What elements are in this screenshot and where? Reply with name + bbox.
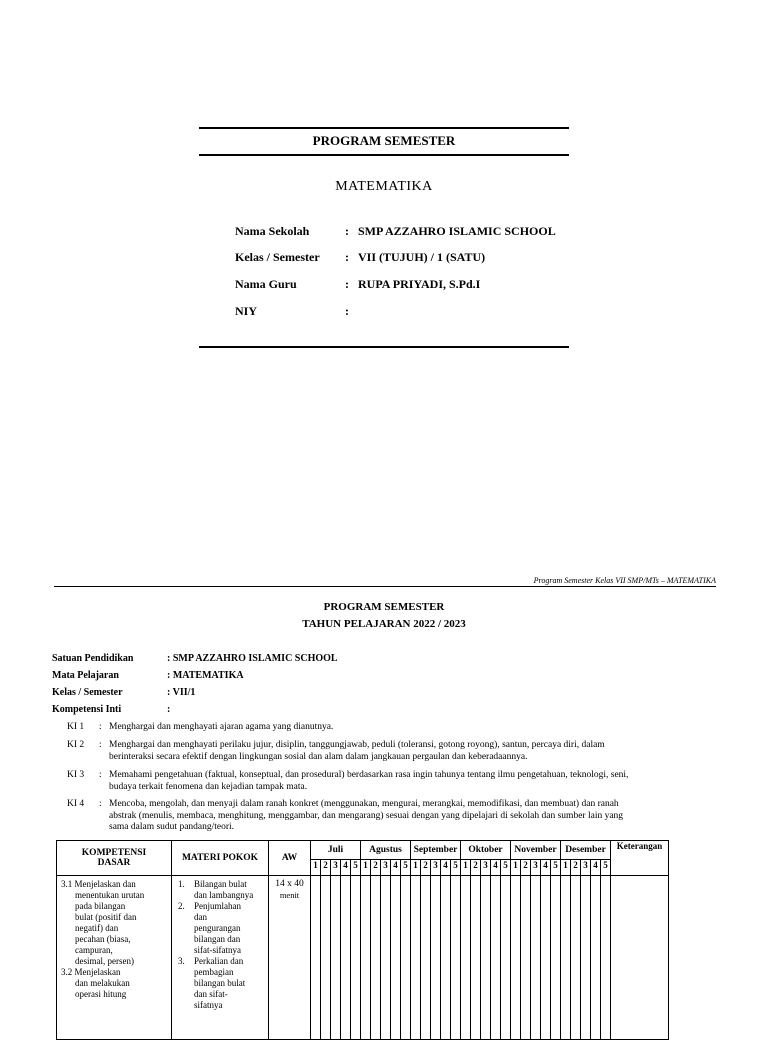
week-number: 5 <box>401 860 411 876</box>
week-number: 2 <box>421 860 431 876</box>
week-number: 1 <box>461 860 471 876</box>
week-number: 4 <box>391 860 401 876</box>
week-number: 2 <box>471 860 481 876</box>
week-cell <box>521 876 531 1040</box>
week-number: 1 <box>361 860 371 876</box>
cover-colon: : <box>345 277 349 291</box>
kd-line: menentukan urutan <box>75 890 145 900</box>
week-cell <box>511 876 521 1040</box>
ki-code: KI 3 <box>67 770 85 780</box>
cover-label-class: Kelas / Semester <box>235 250 320 264</box>
ki-code: KI 2 <box>67 740 85 750</box>
materi-line: pengurangan <box>194 923 241 933</box>
materi-line: Perkalian dan <box>194 956 244 966</box>
week-number: 4 <box>591 860 601 876</box>
materi-item <box>174 956 266 1011</box>
cover-colon: : <box>345 224 349 238</box>
aw-unit: menit <box>279 890 300 900</box>
ki-colon: : <box>99 770 102 780</box>
materi-line: pembagian <box>194 967 234 977</box>
materi-line: dan sifat- <box>194 989 228 999</box>
kd-line: 3.1 Menjelaskan dan <box>61 879 136 889</box>
kd-line: bulat (positif dan <box>75 912 137 922</box>
header-keterangan: Keterangan <box>611 841 669 876</box>
week-cell <box>431 876 441 1040</box>
week-cell <box>441 876 451 1040</box>
week-number: 3 <box>481 860 491 876</box>
week-cell <box>411 876 421 1040</box>
materi-line: sifat-sifatnya <box>194 945 241 955</box>
meta-value-ki: : <box>167 704 171 715</box>
header-month: Agustus <box>361 841 411 860</box>
kd-line: 3.2 Menjelaskan <box>61 967 121 977</box>
materi-line: Bilangan bulat <box>194 879 247 889</box>
materi-line: Penjumlahan <box>194 901 241 911</box>
week-cell <box>531 876 541 1040</box>
week-number: 3 <box>581 860 591 876</box>
ki-code: KI 1 <box>67 722 85 732</box>
week-number: 1 <box>561 860 571 876</box>
ki-text-line: abstrak (menulis, membaca, menghitung, menggambar, dan mengarang) sesuai dengan yang dipelajari di sekolah dan sumber lain yang <box>109 810 624 821</box>
week-cell <box>401 876 411 1040</box>
week-number: 5 <box>351 860 361 876</box>
materi-number: 3. <box>178 956 185 966</box>
meta-value-school: : SMP AZZAHRO ISLAMIC SCHOOL <box>167 653 338 664</box>
header-month: September <box>411 841 461 860</box>
cover-subject: MATEMATIKA <box>335 179 433 194</box>
cover-value-school: SMP AZZAHRO ISLAMIC SCHOOL <box>358 224 556 238</box>
ki-code: KI 4 <box>67 799 85 809</box>
materi-number: 1. <box>178 879 185 889</box>
materi-line: bilangan bulat <box>194 978 246 988</box>
header-month: Desember <box>561 841 611 860</box>
page2-year: TAHUN PELAJARAN 2022 / 2023 <box>302 618 466 630</box>
cover-top-rule <box>199 127 569 129</box>
week-cell <box>581 876 591 1040</box>
week-number: 4 <box>541 860 551 876</box>
header-month: Juli <box>311 841 361 860</box>
materi-number: 2. <box>178 901 185 911</box>
kd-line: desimal, persen) <box>75 956 134 966</box>
ki-colon: : <box>99 722 102 732</box>
week-cell <box>371 876 381 1040</box>
ki-text-line: budaya terkait fenomena dan kejadian tampak mata. <box>109 781 308 792</box>
week-number: 5 <box>451 860 461 876</box>
kd-line: negatif) dan <box>75 923 119 933</box>
week-number: 5 <box>601 860 611 876</box>
cover-value-class: VII (TUJUH) / 1 (SATU) <box>358 250 486 264</box>
materi-line: dan lambangnya <box>194 890 254 900</box>
cover-colon: : <box>345 304 349 318</box>
meta-label-school: Satuan Pendidikan <box>52 653 134 664</box>
ki-text-line: Menghargai dan menghayati perilaku jujur, disiplin, tanggungjawab, peduli (toleransi, gotong royong), santun, percaya diri, dalam <box>109 740 605 750</box>
materi-item <box>174 901 266 956</box>
cover-title: PROGRAM SEMESTER <box>312 133 456 148</box>
week-cell <box>491 876 501 1040</box>
cover-title-rule <box>199 154 569 156</box>
week-cell <box>341 876 351 1040</box>
kd-line: pada bilangan <box>75 901 126 911</box>
week-cell <box>571 876 581 1040</box>
cover-label-school: Nama Sekolah <box>235 224 310 238</box>
ki-colon: : <box>99 799 102 809</box>
week-number: 2 <box>521 860 531 876</box>
week-number: 3 <box>531 860 541 876</box>
materi-line: dan <box>194 912 207 922</box>
ki-text-line: Memahami pengetahuan (faktual, konseptual, dan prosedural) berdasarkan rasa ingin tahunya tentang ilmu pengetahuan, teknologi, seni, <box>109 770 629 780</box>
kd-line: campuran, <box>75 945 113 955</box>
week-cell <box>331 876 341 1040</box>
week-number: 1 <box>411 860 421 876</box>
meta-label-ki: Kompetensi Inti <box>52 704 122 715</box>
running-head: Program Semester Kelas VII SMP/MTs – MATEMATIKA <box>533 576 716 585</box>
cover-colon: : <box>345 250 349 264</box>
header-materi: MATERI POKOK <box>172 841 269 876</box>
week-cell <box>381 876 391 1040</box>
week-number: 4 <box>441 860 451 876</box>
week-cell <box>311 876 321 1040</box>
week-cell <box>391 876 401 1040</box>
week-cell <box>421 876 431 1040</box>
materi-line: sifatnya <box>194 1000 223 1010</box>
kd-line: pecahan (biasa, <box>75 934 131 944</box>
week-number: 1 <box>311 860 321 876</box>
cover-bottom-rule <box>199 346 569 348</box>
week-number: 2 <box>371 860 381 876</box>
week-number: 3 <box>331 860 341 876</box>
week-cell <box>351 876 361 1040</box>
table-row <box>57 876 669 1040</box>
cover-label-teacher: Nama Guru <box>235 277 297 291</box>
ki-text-line: sama dalam sudut pandang/teori. <box>109 822 235 832</box>
aw-value: 14 x 40 <box>275 879 304 889</box>
week-cell <box>451 876 461 1040</box>
kd-line: dan melakukan <box>75 978 130 988</box>
header-month: November <box>511 841 561 860</box>
week-cell <box>551 876 561 1040</box>
week-number: 3 <box>431 860 441 876</box>
ki-colon: : <box>99 740 102 750</box>
week-number: 3 <box>381 860 391 876</box>
keterangan-cell <box>611 876 669 1040</box>
week-cell <box>481 876 491 1040</box>
week-number: 5 <box>551 860 561 876</box>
week-cell <box>461 876 471 1040</box>
page2-title: PROGRAM SEMESTER <box>323 601 445 613</box>
materi-cell <box>172 876 269 1040</box>
week-number: 5 <box>501 860 511 876</box>
week-cell <box>561 876 571 1040</box>
meta-label-subject: Mata Pelajaran <box>52 670 119 681</box>
week-cell <box>541 876 551 1040</box>
header-aw: AW <box>269 841 311 876</box>
week-cell <box>591 876 601 1040</box>
week-cell <box>321 876 331 1040</box>
ki-text-line: berinteraksi secara efektif dengan lingkungan sosial dan alam dalam jangkauan pergaulan dan keberadaannya. <box>109 751 528 762</box>
meta-value-class: : VII/1 <box>167 687 196 698</box>
cover-value-teacher: RUPA PRIYADI, S.Pd.I <box>358 277 481 291</box>
kd-line: operasi hitung <box>75 989 127 999</box>
week-cell <box>501 876 511 1040</box>
aw-cell <box>269 876 311 1040</box>
week-number: 2 <box>571 860 581 876</box>
ki-text-line: Menghargai dan menghayati ajaran agama yang dianutnya. <box>109 722 334 732</box>
week-cell <box>601 876 611 1040</box>
week-cell <box>361 876 371 1040</box>
week-cell <box>471 876 481 1040</box>
header-kd: KOMPETENSI DASAR <box>57 841 172 876</box>
schedule-table <box>56 840 669 1040</box>
running-head-rule <box>54 586 716 587</box>
week-number: 1 <box>511 860 521 876</box>
week-number: 4 <box>491 860 501 876</box>
meta-label-class: Kelas / Semester <box>52 687 123 698</box>
kd-cell <box>57 876 172 1040</box>
week-number: 4 <box>341 860 351 876</box>
meta-value-subject: : MATEMATIKA <box>167 670 244 681</box>
materi-item <box>174 879 266 901</box>
week-number: 2 <box>321 860 331 876</box>
materi-line: bilangan dan <box>194 934 241 944</box>
ki-text-line: Mencoba, mengolah, dan menyaji dalam ranah konkret (menggunakan, mengurai, merangkai, memodifikasi, dan membuat) dan ranah <box>109 799 619 809</box>
header-month: Oktober <box>461 841 511 860</box>
cover-label-niy: NIY <box>235 304 258 318</box>
